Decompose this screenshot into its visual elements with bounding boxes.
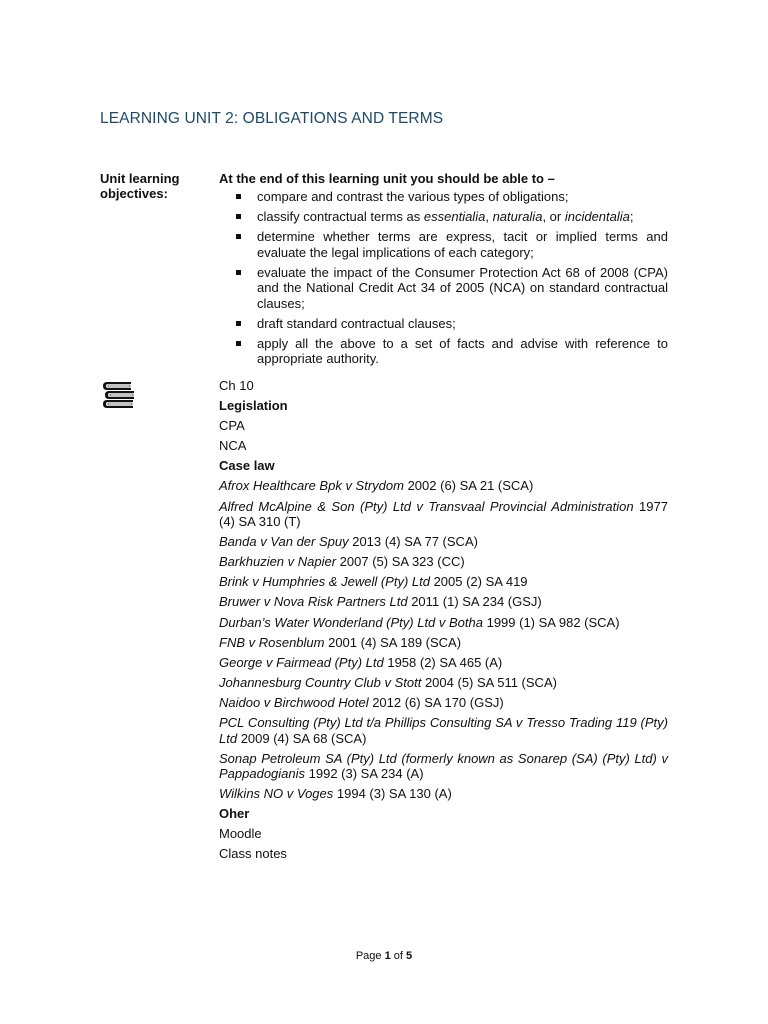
page-footer <box>0 950 768 962</box>
objective-text: , or <box>542 209 565 224</box>
case-name: Sonap Petroleum SA (Pty) Ltd (formerly known as Sonarep (SA) (Pty) Ltd) v Pappadogianis <box>219 750 668 782</box>
case-name: FNB v Rosenblum <box>219 634 325 650</box>
case-item <box>219 715 668 746</box>
case-item <box>219 635 668 651</box>
objectives-label: Unit learning objectives: <box>100 171 180 201</box>
case-item <box>219 574 668 590</box>
bullet-icon <box>236 270 241 275</box>
objective-item <box>219 229 668 260</box>
case-name: Afrox Healthcare Bpk v Strydom <box>219 478 404 494</box>
case-name: Naidoo v Birchwood Hotel <box>219 694 369 710</box>
case-name: Brink v Humphries & Jewell (Pty) Ltd <box>219 574 430 590</box>
other-item: Moodle <box>219 826 262 842</box>
case-name: Bruwer v Nova Risk Partners Ltd <box>219 594 408 610</box>
bullet-icon <box>236 234 241 239</box>
case-item <box>219 786 668 802</box>
objective-text: ; <box>629 209 634 224</box>
legislation-list <box>219 418 668 454</box>
objective-text: apply all the above to a set of facts and advise with reference to appropriate authority. <box>257 335 668 366</box>
other-item: Class notes <box>219 846 287 862</box>
objectives-list <box>219 189 668 371</box>
objective-text: draft standard contractual clauses; <box>257 315 456 331</box>
chapter-reference: Ch 10 <box>219 378 254 393</box>
case-citation: 2013 (4) SA 77 (SCA) <box>348 534 478 550</box>
objective-text: evaluate the impact of the Consumer Protection Act 68 of 2008 (CPA) and the National Credit Act 34 of 2005 (NCA) on standard contractual clauses; <box>257 264 668 311</box>
case-item <box>219 554 668 570</box>
books-icon <box>100 380 136 412</box>
case-item <box>219 695 668 711</box>
case-name: Johannesburg Country Club v Stott <box>219 674 422 690</box>
case-citation: 1977 (4) SA 310 (T) <box>219 498 668 530</box>
case-item <box>219 751 668 782</box>
case-citation: 2005 (2) SA 419 <box>429 574 528 590</box>
objectives-intro: At the end of this learning unit you should be able to – <box>219 171 555 186</box>
case-name: Wilkins NO v Voges <box>219 786 334 802</box>
page-word: Page <box>355 950 385 962</box>
other-list <box>219 826 668 862</box>
case-citation: 2009 (4) SA 68 (SCA) <box>237 730 367 746</box>
objective-item <box>219 316 668 332</box>
case-item <box>219 615 668 631</box>
case-name: George v Fairmead (Pty) Ltd <box>219 654 384 670</box>
bullet-icon <box>236 341 241 346</box>
total-page-number: 5 <box>406 950 413 962</box>
case-name: PCL Consulting (Pty) Ltd t/a Phillips Consulting SA v Tresso Trading 119 (Pty) Ltd <box>219 715 668 746</box>
case-item <box>219 534 668 550</box>
page-title: LEARNING UNIT 2: OBLIGATIONS AND TERMS <box>100 110 444 127</box>
legislation-item: NCA <box>219 438 247 454</box>
legislation-heading: Legislation <box>219 398 288 414</box>
objective-text: determine whether terms are express, tacit or implied terms and evaluate the legal implications of each category; <box>257 229 668 260</box>
case-citation: 2007 (5) SA 323 (CC) <box>336 554 465 570</box>
case-name: Alfred McAlpine & Son (Pty) Ltd v Transvaal Provincial Administration <box>219 498 634 514</box>
case-item <box>219 478 668 494</box>
case-citation: 1994 (3) SA 130 (A) <box>333 786 452 802</box>
case-citation: 1999 (1) SA 982 (SCA) <box>482 614 620 630</box>
case-item <box>219 499 668 530</box>
bullet-icon <box>236 194 241 199</box>
case-citation: 2004 (5) SA 511 (SCA) <box>421 674 557 690</box>
objective-item <box>219 336 668 367</box>
legislation-item: CPA <box>219 418 245 434</box>
objective-item <box>219 209 668 225</box>
case-citation: 2002 (6) SA 21 (SCA) <box>403 478 534 494</box>
objective-text: , <box>485 209 493 224</box>
current-page-number: 1 <box>384 950 391 962</box>
case-citation: 1958 (2) SA 465 (A) <box>383 654 503 670</box>
objective-text: classify contractual terms as <box>257 209 424 224</box>
case-citation: 1992 (3) SA 234 (A) <box>305 766 424 782</box>
objective-text: naturalia <box>492 209 543 224</box>
case-item <box>219 675 668 691</box>
case-law-heading: Case law <box>219 458 275 474</box>
case-list <box>219 478 668 801</box>
bullet-icon <box>236 214 241 219</box>
case-name: Banda v Van der Spuy <box>219 534 349 550</box>
case-item <box>219 594 668 610</box>
objective-item <box>219 265 668 312</box>
case-citation: 2012 (6) SA 170 (GSJ) <box>368 694 504 710</box>
case-citation: 2011 (1) SA 234 (GSJ) <box>407 594 542 610</box>
bullet-icon <box>236 321 241 326</box>
case-name: Barkhuzien v Napier <box>219 554 337 570</box>
case-name: Durban’s Water Wonderland (Pty) Ltd v Botha <box>219 614 483 630</box>
other-heading: Oher <box>219 806 250 822</box>
objective-text: incidentalia <box>564 209 630 224</box>
objective-text: essentialia <box>423 209 486 224</box>
case-citation: 2001 (4) SA 189 (SCA) <box>324 634 462 650</box>
of-word: of <box>390 950 407 962</box>
case-item <box>219 655 668 671</box>
objective-text: compare and contrast the various types of obligations; <box>257 189 569 204</box>
prescribed-sources <box>219 378 668 867</box>
objective-item <box>219 189 668 205</box>
